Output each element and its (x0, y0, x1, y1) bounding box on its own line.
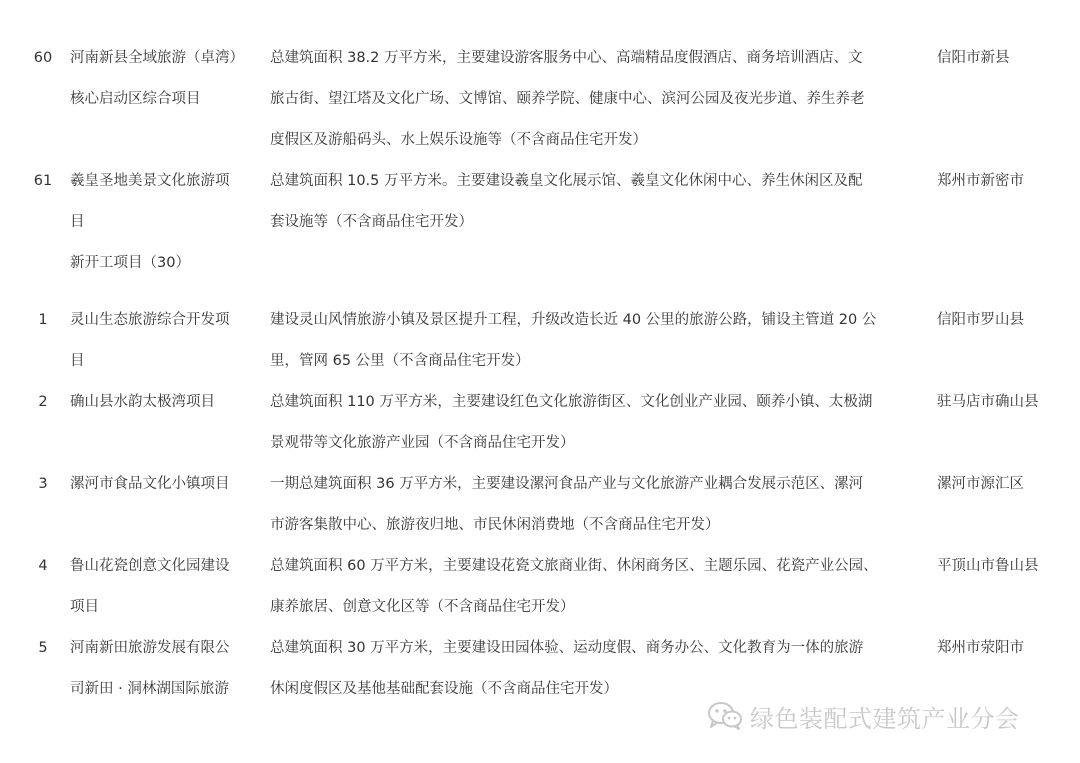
project-description (270, 464, 910, 546)
description-line: 市游客集散中心、旅游夜归地、市民休闲消费地（不含商品住宅开发） (270, 517, 720, 533)
project-name (70, 38, 255, 120)
project-name-line: 目 (70, 353, 85, 369)
description-line: 康养旅居、创意文化区等（不含商品住宅开发） (270, 599, 575, 615)
project-description (270, 38, 910, 161)
project-name-line: 鲁山花瓷创意文化园建设 (70, 558, 230, 574)
project-name (70, 546, 255, 628)
project-location: 郑州市荥阳市 (937, 640, 1024, 656)
description-line: 总建筑面积 30 万平方米，主要建设田园体验、运动度假、商务办公、文化教育为一体的旅游 (270, 640, 864, 656)
project-name (70, 300, 255, 382)
project-name-line: 项目 (70, 599, 99, 615)
row-number: 1 (38, 312, 48, 328)
project-name-line: 核心启动区综合项目 (70, 91, 201, 107)
project-name-line: 羲皇圣地美景文化旅游项 (70, 173, 230, 189)
project-location: 信阳市新县 (937, 50, 1010, 66)
description-line: 里，管网 65 公里（不含商品住宅开发） (270, 353, 530, 369)
description-line: 旅古街、望江塔及文化广场、文博馆、颐养学院、健康中心、滨河公园及夜光步道、养生养老 (270, 91, 865, 107)
description-line: 度假区及游船码头、水上娱乐设施等（不含商品住宅开发） (270, 132, 647, 148)
wechat-icon (706, 700, 744, 732)
row-number: 4 (38, 558, 48, 574)
project-description (270, 300, 910, 382)
row-number: 3 (38, 476, 48, 492)
project-location: 漯河市源汇区 (937, 476, 1024, 492)
section-heading: 新开工项目（30） (70, 255, 190, 271)
project-description (270, 382, 910, 464)
project-location: 郑州市新密市 (937, 173, 1024, 189)
description-line: 总建筑面积 60 万平方米，主要建设花瓷文旅商业街、休闲商务区、主题乐园、花瓷产业公园、 (270, 558, 878, 574)
project-name-line: 灵山生态旅游综合开发项 (70, 312, 230, 328)
row-number: 60 (33, 50, 53, 66)
project-name-line: 漯河市食品文化小镇项目 (70, 476, 230, 492)
row-number: 2 (38, 394, 48, 410)
description-line: 建设灵山风情旅游小镇及景区提升工程，升级改造长近 40 公里的旅游公路，铺设主管道 20 公 (270, 312, 877, 328)
watermark-text: 绿色装配式建筑产业分会 (750, 704, 1020, 733)
row-number: 5 (38, 640, 48, 656)
project-name-line: 河南新县全域旅游（卓湾） (70, 50, 244, 66)
project-location: 驻马店市确山县 (937, 394, 1039, 410)
project-name-line: 目 (70, 214, 85, 230)
project-name (70, 382, 255, 423)
description-line: 总建筑面积 110 万平方米，主要建设红色文化旅游街区、文化创业产业园、颐养小镇、太极湖 (270, 394, 873, 410)
project-name (70, 628, 255, 710)
description-line: 套设施等（不含商品住宅开发） (270, 214, 473, 230)
description-line: 景观带等文化旅游产业园（不含商品住宅开发） (270, 435, 575, 451)
row-number: 61 (33, 173, 53, 189)
wechat-watermark (706, 696, 1051, 736)
project-name-line: 确山县水韵太极湾项目 (70, 394, 215, 410)
project-location: 信阳市罗山县 (937, 312, 1024, 328)
project-name (70, 464, 255, 505)
project-name (70, 161, 255, 284)
description-line: 总建筑面积 10.5 万平方米。主要建设羲皇文化展示馆、羲皇文化休闲中心、养生休闲区及配 (270, 173, 863, 189)
description-line: 一期总建筑面积 36 万平方米，主要建设漯河食品产业与文化旅游产业耦合发展示范区、漯河 (270, 476, 864, 492)
project-description (270, 161, 910, 243)
description-line: 总建筑面积 38.2 万平方米，主要建设游客服务中心、高端精品度假酒店、商务培训酒店、文 (270, 50, 863, 66)
description-line: 休闲度假区及基他基础配套设施（不含商品住宅开发） (270, 681, 618, 697)
project-description (270, 546, 910, 628)
project-name-line: 河南新田旅游发展有限公 (70, 640, 230, 656)
project-location: 平顶山市鲁山县 (937, 558, 1039, 574)
project-name-line: 司新田 · 洞林湖国际旅游 (70, 681, 229, 697)
